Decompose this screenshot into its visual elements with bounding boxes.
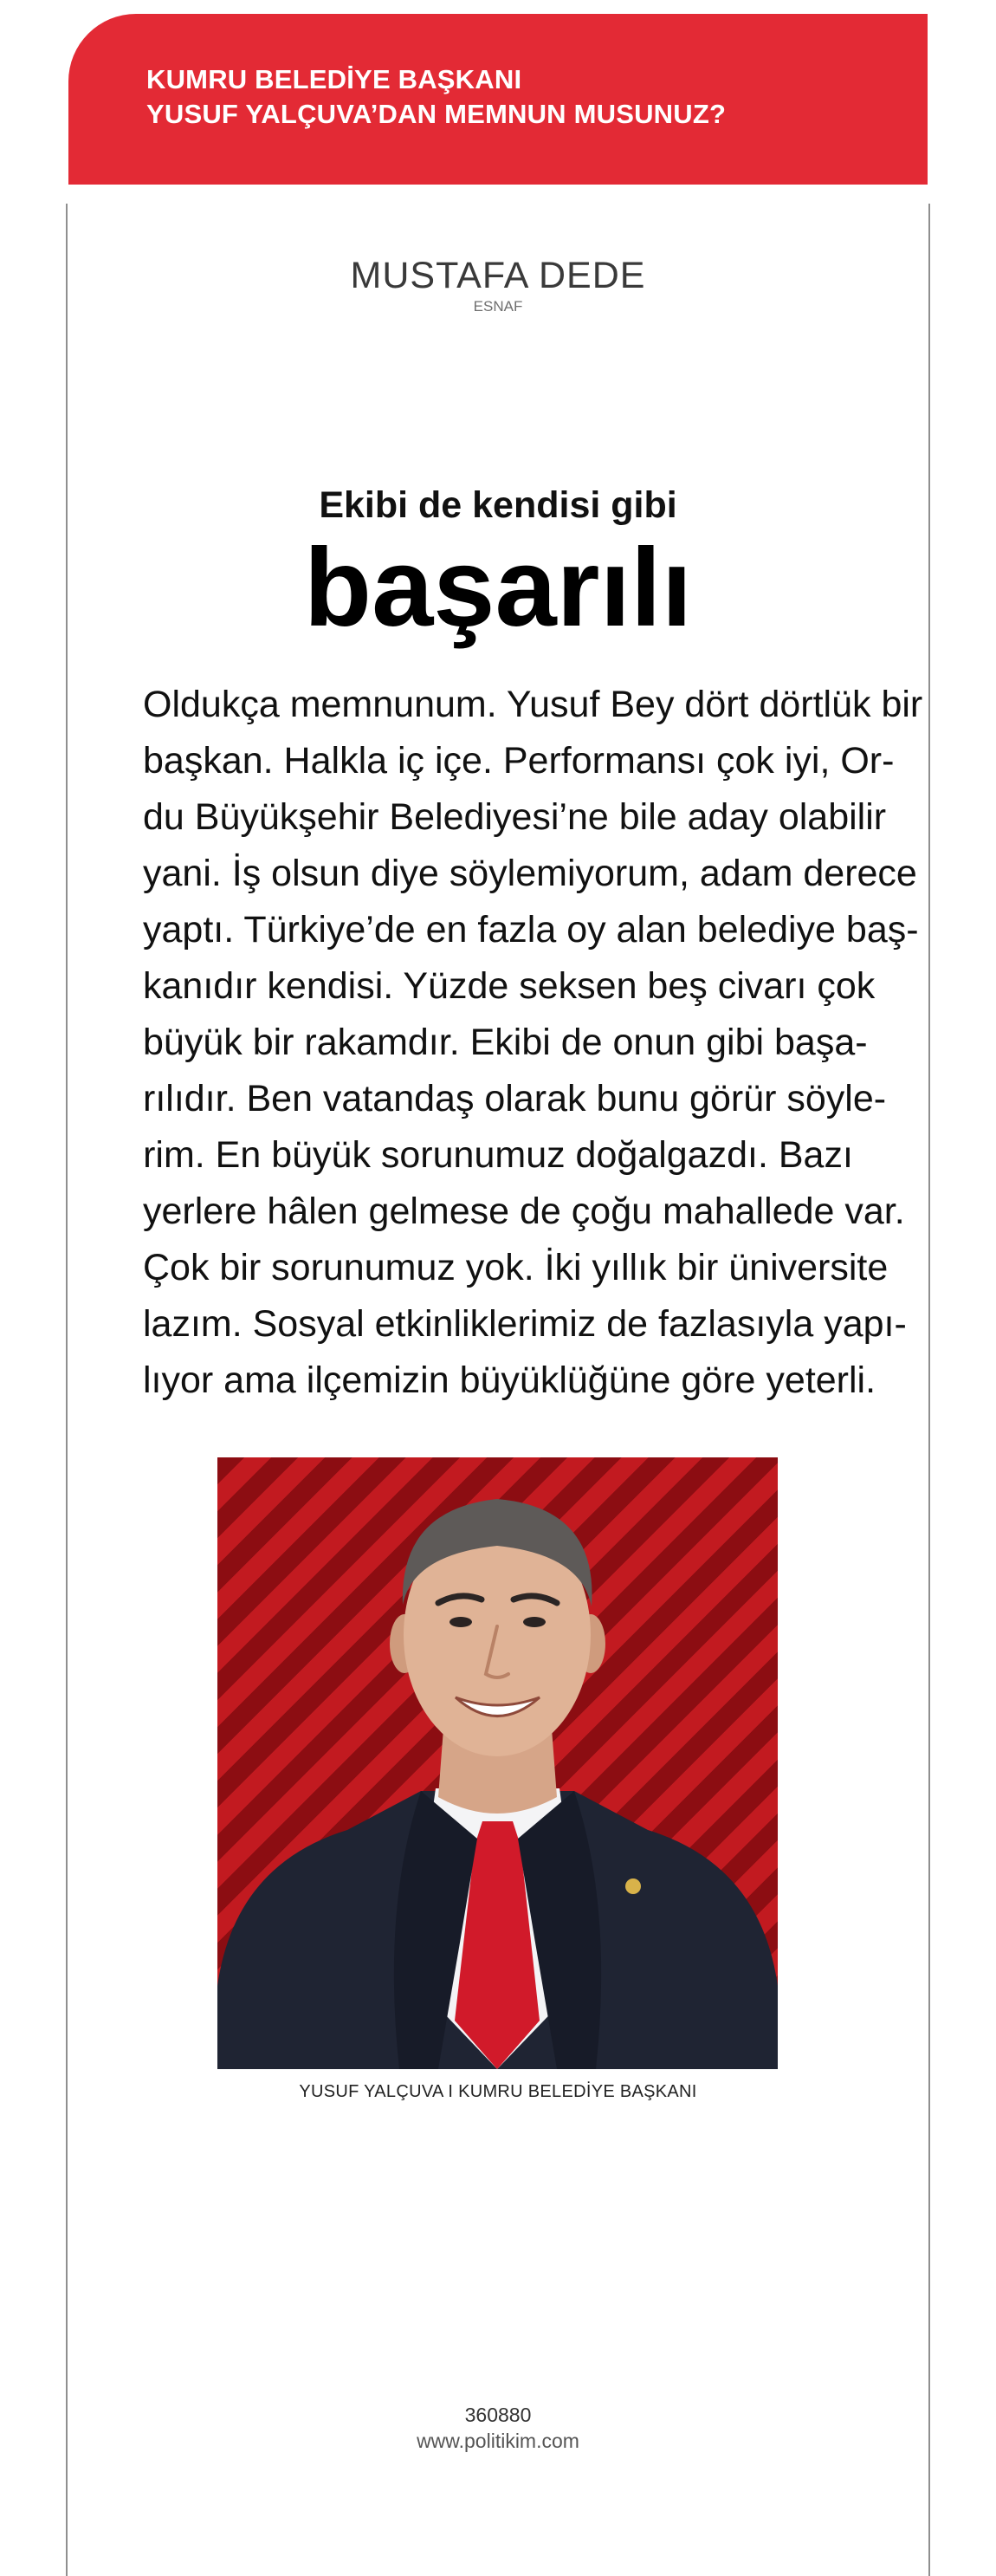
portrait-illustration: [217, 1457, 778, 2069]
body-line: yani. İş olsun diye söylemiyorum, adam derece: [143, 853, 917, 894]
headline-subhead: Ekibi de kendisi gibi: [319, 484, 677, 526]
article-body: [143, 677, 923, 1409]
body-line: yaptı. Türkiye’de en fazla oy alan belediye baş-: [143, 909, 919, 951]
body-line: rim. En büyük sorunumuz doğalgazdı. Bazı: [143, 1134, 853, 1176]
portrait-eye-right: [523, 1617, 546, 1627]
headline: [0, 481, 996, 650]
body-line: başkan. Halkla iç içe. Performansı çok iyi, Or-: [143, 740, 895, 782]
header-title: [146, 62, 726, 132]
body-line: Çok bir sorunumuz yok. İki yıllık bir üniversite: [143, 1247, 889, 1288]
header-line-2: YUSUF YALÇUVA’DAN MEMNUN MUSUNUZ?: [146, 99, 727, 129]
headline-main: başarılı: [303, 526, 693, 650]
footer-site-link[interactable]: www.politikim.com: [417, 2430, 579, 2452]
header-line-1: KUMRU BELEDİYE BAŞKANI: [146, 64, 522, 94]
portrait-eye-left: [449, 1617, 472, 1627]
header-banner: [68, 14, 928, 185]
body-line: kanıdır kendisi. Yüzde seksen beş civarı çok: [143, 965, 876, 1007]
footer-code: 360880: [464, 2404, 532, 2426]
author-role: ESNAF: [473, 298, 523, 315]
body-line: lazım. Sosyal etkinliklerimiz de fazlasıyla yapı-: [143, 1303, 907, 1345]
body-line: yerlere hâlen gelmese de çoğu mahallede var.: [143, 1191, 905, 1232]
body-line: büyük bir rakamdır. Ekibi de onun gibi başa-: [143, 1022, 868, 1063]
author-name: MUSTAFA DEDE: [350, 255, 646, 296]
body-line: rılıdır. Ben vatandaş olarak bunu görür söyle-: [143, 1078, 887, 1119]
author-byline: [0, 254, 996, 316]
body-line: du Büyükşehir Belediyesi’ne bile aday olabilir: [143, 796, 887, 838]
portrait-lapel-pin: [625, 1878, 641, 1894]
body-line: Oldukça memnunum. Yusuf Bey dört dörtlük bir: [143, 684, 923, 725]
page-footer: [0, 2402, 996, 2454]
mayor-portrait-photo: [217, 1457, 778, 2069]
body-line: lıyor ama ilçemizin büyüklüğüne göre yeterli.: [143, 1359, 876, 1401]
photo-caption: YUSUF YALÇUVA I KUMRU BELEDİYE BAŞKANI: [299, 2082, 697, 2101]
